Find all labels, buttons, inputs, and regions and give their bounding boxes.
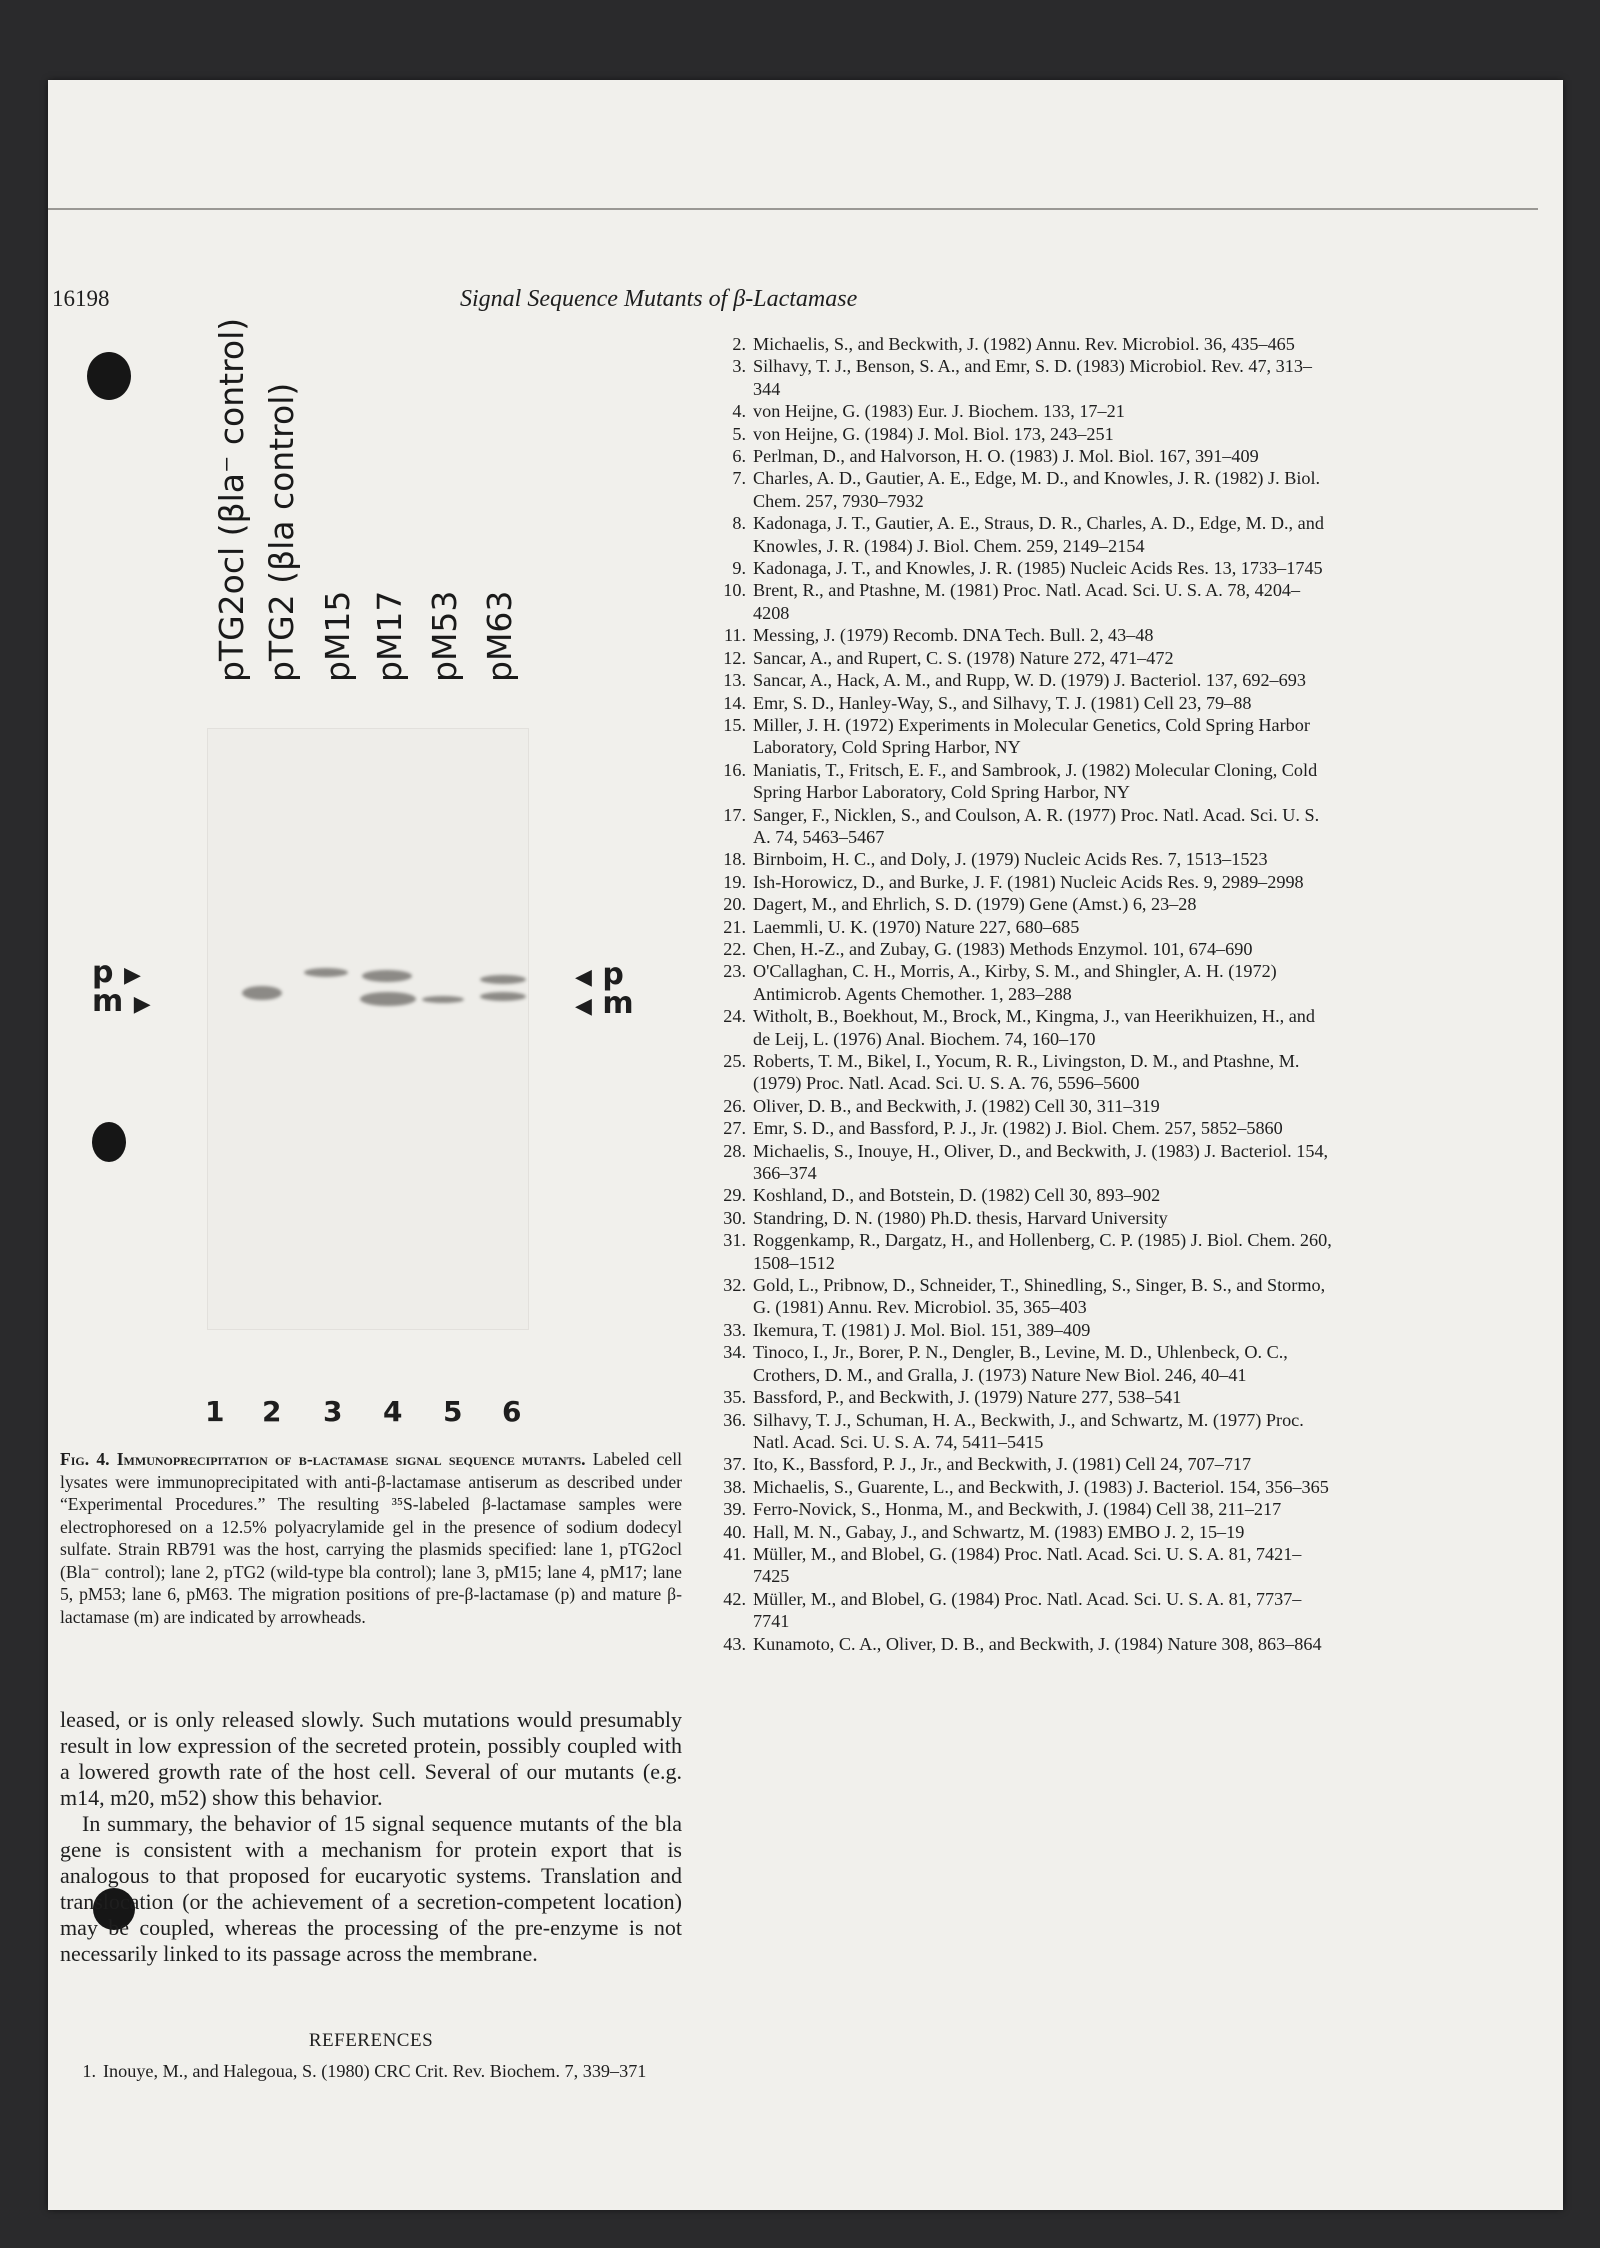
reference-number: 37.	[723, 1454, 746, 1475]
reference-item	[710, 1274, 1334, 1319]
reference-number: 24.	[723, 1006, 746, 1027]
figure-caption-label: Fig. 4. Immunoprecipitation of β-lactamase signal sequence mutants.	[60, 1449, 586, 1469]
reference-number: 29.	[723, 1185, 746, 1206]
reference-item	[710, 512, 1334, 557]
reference-number: 30.	[723, 1207, 746, 1228]
page-fold-line	[48, 208, 1538, 210]
reference-item	[710, 423, 1334, 445]
reference-text: Brent, R., and Ptashne, M. (1981) Proc. Natl. Acad. Sci. U. S. A. 78, 4204–4208	[753, 580, 1301, 623]
reference-item	[710, 960, 1334, 1005]
reference-number: 4.	[732, 401, 746, 422]
reference-item	[710, 355, 1334, 400]
reference-text: Roberts, T. M., Bikel, I., Yocum, R. R., Livingston, D. M., and Ptashne, M. (1979) Proc. Natl. Acad. Sci. U. S. A. 76, 5596–5600	[753, 1051, 1300, 1094]
reference-item	[710, 445, 1334, 467]
reference-number: 15.	[723, 714, 746, 735]
body-paragraph: In summary, the behavior of 15 signal sequence mutants of the bla gene is consistent with a mechanism for protein export that is analogous to that proposed for eucaryotic systems. Translation and translocation (or the achievement of a secretion-competent location) may be coupled, whereas the processing of the pre-enzyme is not necessarily linked to its passage across the membrane.	[60, 1811, 682, 1966]
references-list-left	[60, 2060, 682, 2082]
reference-number: 25.	[723, 1051, 746, 1071]
reference-text: Sanger, F., Nicklen, S., and Coulson, A. R. (1977) Proc. Natl. Acad. Sci. U. S. A. 74, 5463–5467	[753, 804, 1320, 847]
reference-item	[710, 333, 1334, 355]
reference-number: 40.	[723, 1521, 746, 1542]
references-list-right	[710, 333, 1334, 1655]
reference-number: 5.	[732, 423, 746, 444]
reference-text: Ito, K., Bassford, P. J., Jr., and Beckwith, J. (1981) Cell 24, 707–717	[753, 1454, 1252, 1475]
reference-text: Oliver, D. B., and Beckwith, J. (1982) Cell 30, 311–319	[753, 1095, 1160, 1116]
reference-item	[710, 714, 1334, 759]
reference-item	[710, 692, 1334, 714]
reference-item	[710, 1543, 1334, 1588]
marker-p-left: p	[92, 955, 114, 990]
reference-item	[710, 1207, 1334, 1229]
reference-item	[710, 1117, 1334, 1139]
reference-text: Ferro-Novick, S., Honma, M., and Beckwith, J. (1984) Cell 38, 211–217	[753, 1499, 1282, 1520]
reference-item	[710, 624, 1334, 646]
reference-item	[710, 848, 1334, 870]
reference-number: 11.	[723, 625, 746, 646]
reference-item	[710, 467, 1334, 512]
reference-text: Gold, L., Pribnow, D., Schneider, T., Shinedling, S., Singer, B. S., and Stormo, G. (1981) Annu. Rev. Microbiol. 35, 365–403	[753, 1275, 1326, 1318]
reference-number: 20.	[723, 894, 746, 915]
reference-number: 22.	[723, 938, 746, 959]
reference-item	[710, 1588, 1334, 1633]
reference-item	[710, 1140, 1334, 1185]
punch-hole-middle	[92, 1122, 126, 1162]
reference-number: 36.	[723, 1409, 746, 1430]
reference-text: Chen, H.-Z., and Zubay, G. (1983) Methods Enzymol. 101, 674–690	[753, 938, 1253, 959]
reference-number: 9.	[732, 558, 746, 579]
reference-number: 21.	[723, 916, 746, 937]
reference-number: 2.	[732, 334, 746, 354]
reference-item	[710, 1386, 1334, 1408]
reference-text: Ish-Horowicz, D., and Burke, J. F. (1981) Nucleic Acids Res. 9, 2989–2998	[753, 871, 1304, 892]
reference-text: Dagert, M., and Ehrlich, S. D. (1979) Gene (Amst.) 6, 23–28	[753, 894, 1197, 915]
reference-item	[710, 1229, 1334, 1274]
gel-image	[207, 728, 529, 1330]
reference-text: Emr, S. D., Hanley-Way, S., and Silhavy, T. J. (1981) Cell 23, 79–88	[753, 692, 1252, 713]
reference-text: Witholt, B., Boekhout, M., Brock, M., Kingma, J., van Heerikhuizen, H., and de Leij, L. (1976) Anal. Biochem. 74, 160–170	[753, 1006, 1315, 1049]
reference-text: Michaelis, S., and Beckwith, J. (1982) Annu. Rev. Microbiol. 36, 435–465	[753, 334, 1295, 354]
reference-number: 8.	[732, 513, 746, 534]
reference-text: von Heijne, G. (1984) J. Mol. Biol. 173, 243–251	[753, 423, 1114, 444]
arrowhead-right-icon: ▶	[123, 963, 141, 988]
marker-m-left: m	[92, 984, 124, 1019]
reference-number: 34.	[723, 1342, 746, 1363]
page-number: 16198	[52, 286, 110, 311]
reference-text: Koshland, D., and Botstein, D. (1982) Cell 30, 893–902	[753, 1185, 1161, 1206]
arrowhead-left-icon: ◀	[575, 965, 592, 990]
lane-label-2: pTG2 (βla control)	[262, 382, 301, 682]
reference-text: Birnboim, H. C., and Doly, J. (1979) Nucleic Acids Res. 7, 1513–1523	[753, 849, 1268, 870]
arrowhead-left-icon: ◀	[575, 994, 592, 1019]
reference-item	[710, 938, 1334, 960]
reference-number: 28.	[723, 1140, 746, 1161]
lane-label-1: pTG2ocl (βla⁻ control)	[212, 317, 251, 682]
reference-text: Messing, J. (1979) Recomb. DNA Tech. Bull. 2, 43–48	[753, 625, 1154, 646]
reference-number: 43.	[723, 1633, 746, 1654]
reference-item	[710, 1050, 1334, 1095]
lane-number: 6	[502, 1395, 522, 1428]
reference-text: Sancar, A., and Rupert, C. S. (1978) Nature 272, 471–472	[753, 647, 1174, 668]
reference-text: Kadonaga, J. T., and Knowles, J. R. (1985) Nucleic Acids Res. 13, 1733–1745	[753, 558, 1323, 579]
reference-item	[710, 916, 1334, 938]
reference-number: 32.	[723, 1275, 746, 1296]
reference-number: 10.	[723, 580, 746, 601]
reference-number: 14.	[723, 692, 746, 713]
reference-text: Silhavy, T. J., Benson, S. A., and Emr, S. D. (1983) Microbiol. Rev. 47, 313–344	[753, 356, 1313, 399]
reference-item	[710, 669, 1334, 691]
reference-item	[710, 1184, 1334, 1206]
arrowhead-right-icon: ▶	[133, 992, 151, 1017]
gel-band-lane6-p	[480, 975, 526, 984]
reference-text: Emr, S. D., and Bassford, P. J., Jr. (1982) J. Biol. Chem. 257, 5852–5860	[753, 1118, 1283, 1139]
reference-item	[710, 1521, 1334, 1543]
gel-band-lane2-m	[242, 986, 282, 1000]
reference-item	[60, 2060, 682, 2082]
reference-text: Charles, A. D., Gautier, A. E., Edge, M. D., and Knowles, J. R. (1982) J. Biol. Chem. 257, 7930–7932	[753, 468, 1321, 511]
reference-item	[710, 1341, 1334, 1386]
reference-text: Kunamoto, C. A., Oliver, D. B., and Beckwith, J. (1984) Nature 308, 863–864	[753, 1633, 1322, 1654]
lane-label-6: pM63	[480, 590, 519, 682]
lane-label-3: pM15	[318, 590, 357, 682]
reference-item	[710, 1005, 1334, 1050]
reference-number: 33.	[723, 1319, 746, 1340]
reference-number: 6.	[732, 446, 746, 467]
reference-item	[710, 1498, 1334, 1520]
reference-item	[710, 1319, 1334, 1341]
reference-item	[710, 1476, 1334, 1498]
reference-number: 39.	[723, 1499, 746, 1520]
marker-right	[575, 957, 634, 1021]
lane-number: 2	[262, 1395, 282, 1428]
reference-text: Müller, M., and Blobel, G. (1984) Proc. Natl. Acad. Sci. U. S. A. 81, 7421–7425	[753, 1543, 1302, 1587]
lane-label-5: pM53	[425, 590, 464, 682]
reference-text: Standring, D. N. (1980) Ph.D. thesis, Harvard University	[753, 1207, 1168, 1228]
reference-number: 17.	[723, 804, 746, 825]
lane-number: 1	[205, 1395, 225, 1428]
reference-number: 35.	[723, 1387, 746, 1408]
reference-text: Tinoco, I., Jr., Borer, P. N., Dengler, B., Levine, M. D., Uhlenbeck, O. C., Crothers, D. M., and Gralla, J. (1973) Nature New Biol. 246, 40–41	[753, 1342, 1288, 1385]
reference-text: Ikemura, T. (1981) J. Mol. Biol. 151, 389–409	[753, 1319, 1091, 1340]
reference-number: 18.	[723, 849, 746, 870]
reference-text: Perlman, D., and Halvorson, H. O. (1983) J. Mol. Biol. 167, 391–409	[753, 446, 1259, 467]
gel-band-lane4-m	[360, 992, 416, 1006]
reference-item	[710, 1409, 1334, 1454]
reference-number: 1.	[82, 2061, 96, 2081]
gel-band-lane5-m	[422, 996, 464, 1003]
figure-caption-text: Labeled cell lysates were immunoprecipitated with anti-β-lactamase antiserum as described under “Experimental Procedures.” The resulting ³⁵S-labeled β-lactamase samples were electrophoresed on a 12.5% polyacrylamide gel in the presence of sodium dodecyl sulfate. Strain RB791 was the host, carrying the plasmids specified: lane 1, pTG2ocl (Bla⁻ control); lane 2, pTG2 (wild-type bla control); lane 3, pM15; lane 4, pM17; lane 5, pM53; lane 6, pM63. The migration positions of pre-β-lactamase (p) and mature β-lactamase (m) are indicated by arrowheads.	[60, 1449, 682, 1627]
running-head: Signal Sequence Mutants of β-Lactamase	[460, 286, 858, 312]
reference-text: Silhavy, T. J., Schuman, H. A., Beckwith, J., and Schwartz, M. (1977) Proc. Natl. Acad. Sci. U. S. A. 74, 5411–5415	[753, 1409, 1304, 1452]
lane-number: 3	[323, 1395, 343, 1428]
lane-number: 5	[443, 1395, 463, 1428]
body-text	[60, 1707, 682, 1967]
reference-text: Kadonaga, J. T., Gautier, A. E., Straus, D. R., Charles, A. D., Edge, M. D., and Knowles, J. R. (1984) J. Biol. Chem. 259, 2149–2154	[753, 513, 1324, 556]
reference-text: Michaelis, S., Inouye, H., Oliver, D., and Beckwith, J. (1983) J. Bacteriol. 154, 366–374	[753, 1140, 1329, 1184]
reference-text: Maniatis, T., Fritsch, E. F., and Sambrook, J. (1982) Molecular Cloning, Cold Spring Harbor Laboratory, Cold Spring Harbor, NY	[753, 759, 1318, 803]
gel-band-lane4-p	[362, 970, 412, 982]
reference-item	[710, 1095, 1334, 1117]
reference-item	[710, 647, 1334, 669]
marker-p-right: p	[602, 957, 624, 992]
reference-number: 3.	[732, 356, 746, 377]
reference-text: Hall, M. N., Gabay, J., and Schwartz, M. (1983) EMBO J. 2, 15–19	[753, 1521, 1245, 1542]
reference-number: 42.	[723, 1588, 746, 1609]
reference-text: Müller, M., and Blobel, G. (1984) Proc. Natl. Acad. Sci. U. S. A. 81, 7737–7741	[753, 1588, 1302, 1632]
reference-item	[710, 579, 1334, 624]
reference-text: Inouye, M., and Halegoua, S. (1980) CRC Crit. Rev. Biochem. 7, 339–371	[103, 2061, 647, 2081]
lane-number: 4	[383, 1395, 403, 1428]
reference-number: 23.	[723, 961, 746, 982]
reference-text: Roggenkamp, R., Dargatz, H., and Hollenberg, C. P. (1985) J. Biol. Chem. 260, 1508–1512	[753, 1230, 1332, 1273]
references-heading: REFERENCES	[308, 2030, 434, 2051]
reference-number: 7.	[732, 468, 746, 489]
reference-number: 41.	[723, 1543, 746, 1564]
reference-item	[710, 871, 1334, 893]
reference-text: Sancar, A., Hack, A. M., and Rupp, W. D. (1979) J. Bacteriol. 137, 692–693	[753, 670, 1306, 691]
reference-item	[710, 400, 1334, 422]
reference-item	[710, 1633, 1334, 1655]
gel-band-lane3-p	[304, 968, 348, 977]
reference-text: Miller, J. H. (1972) Experiments in Molecular Genetics, Cold Spring Harbor Laboratory, Cold Spring Harbor, NY	[753, 714, 1310, 758]
punch-hole-top	[87, 352, 131, 400]
reference-number: 16.	[723, 759, 746, 780]
figure-caption	[60, 1448, 682, 1628]
reference-item	[710, 893, 1334, 915]
reference-number: 12.	[723, 647, 746, 668]
reference-item	[710, 1453, 1334, 1475]
reference-number: 27.	[723, 1118, 746, 1139]
lane-label-4: pM17	[370, 590, 409, 682]
marker-m-right: m	[602, 986, 634, 1021]
marker-left	[92, 955, 151, 1019]
reference-text: Laemmli, U. K. (1970) Nature 227, 680–685	[753, 916, 1080, 937]
reference-number: 38.	[723, 1476, 746, 1497]
body-paragraph: leased, or is only released slowly. Such mutations would presumably result in low expression of the secreted protein, possibly coupled with a lowered growth rate of the host cell. Several of our mutants (e.g. m14, m20, m52) show this behavior.	[60, 1707, 682, 1810]
reference-item	[710, 804, 1334, 849]
reference-item	[710, 557, 1334, 579]
reference-number: 31.	[723, 1230, 746, 1251]
reference-text: Michaelis, S., Guarente, L., and Beckwith, J. (1983) J. Bacteriol. 154, 356–365	[753, 1476, 1329, 1497]
reference-number: 19.	[723, 871, 746, 892]
reference-number: 26.	[723, 1095, 746, 1116]
reference-number: 13.	[723, 670, 746, 691]
gel-band-lane6-m	[480, 992, 526, 1001]
reference-text: O'Callaghan, C. H., Morris, A., Kirby, S. M., and Shingler, A. H. (1972) Antimicrob. Agents Chemother. 1, 283–288	[753, 961, 1277, 1004]
reference-item	[710, 759, 1334, 804]
reference-text: Bassford, P., and Beckwith, J. (1979) Nature 277, 538–541	[753, 1387, 1182, 1408]
reference-text: von Heijne, G. (1983) Eur. J. Biochem. 133, 17–21	[753, 401, 1125, 422]
